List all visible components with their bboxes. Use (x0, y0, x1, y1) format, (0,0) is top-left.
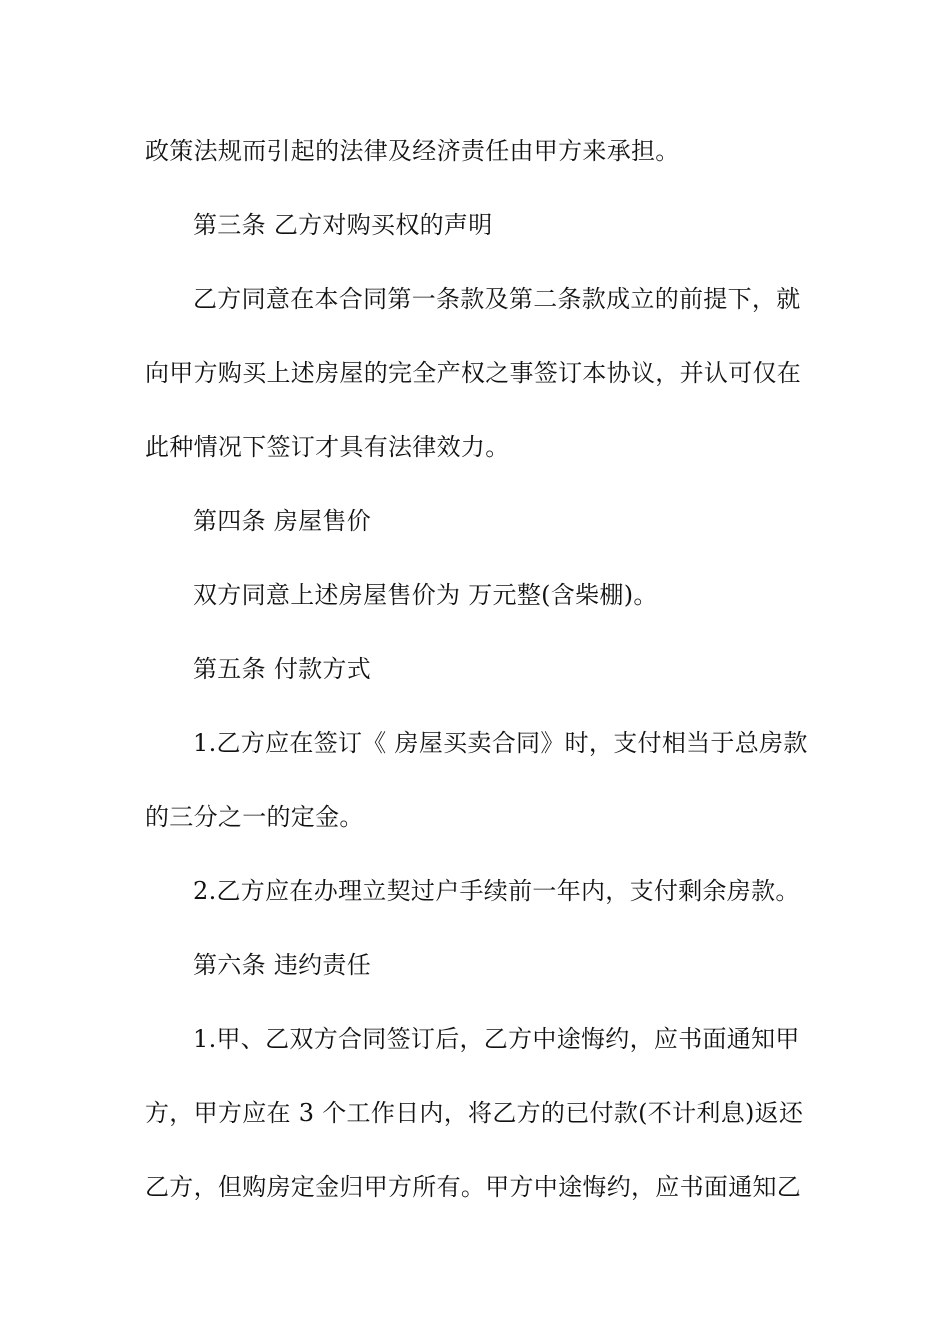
paragraph-line: 1.甲、乙双方合同签订后，乙方中途悔约，应书面通知甲 (193, 1025, 800, 1053)
paragraph-line: 方，甲方应在 3 个工作日内，将乙方的已付款(不计利息)返还 (145, 1099, 804, 1127)
article-6-heading: 第六条 违约责任 (193, 951, 372, 979)
paragraph-line: 1.乙方应在签订《 房屋买卖合同》时，支付相当于总房款 (193, 729, 808, 757)
article-5-heading: 第五条 付款方式 (193, 655, 372, 683)
article-3-heading: 第三条 乙方对购买权的声明 (193, 211, 493, 239)
article-4-heading: 第四条 房屋售价 (193, 507, 372, 535)
paragraph-line: 向甲方购买上述房屋的完全产权之事签订本协议，并认可仅在 (145, 359, 802, 387)
paragraph-line: 2.乙方应在办理立契过户手续前一年内，支付剩余房款。 (193, 877, 800, 905)
paragraph-line: 政策法规而引起的法律及经济责任由甲方来承担。 (145, 137, 680, 165)
paragraph-line: 此种情况下签订才具有法律效力。 (145, 433, 510, 461)
paragraph-line: 双方同意上述房屋售价为 万元整(含柴棚)。 (193, 581, 658, 609)
paragraph-line: 乙方同意在本合同第一条款及第二条款成立的前提下，就 (193, 285, 801, 313)
paragraph-line: 乙方，但购房定金归甲方所有。甲方中途悔约，应书面通知乙 (145, 1173, 802, 1201)
paragraph-line: 的三分之一的定金。 (145, 803, 364, 831)
